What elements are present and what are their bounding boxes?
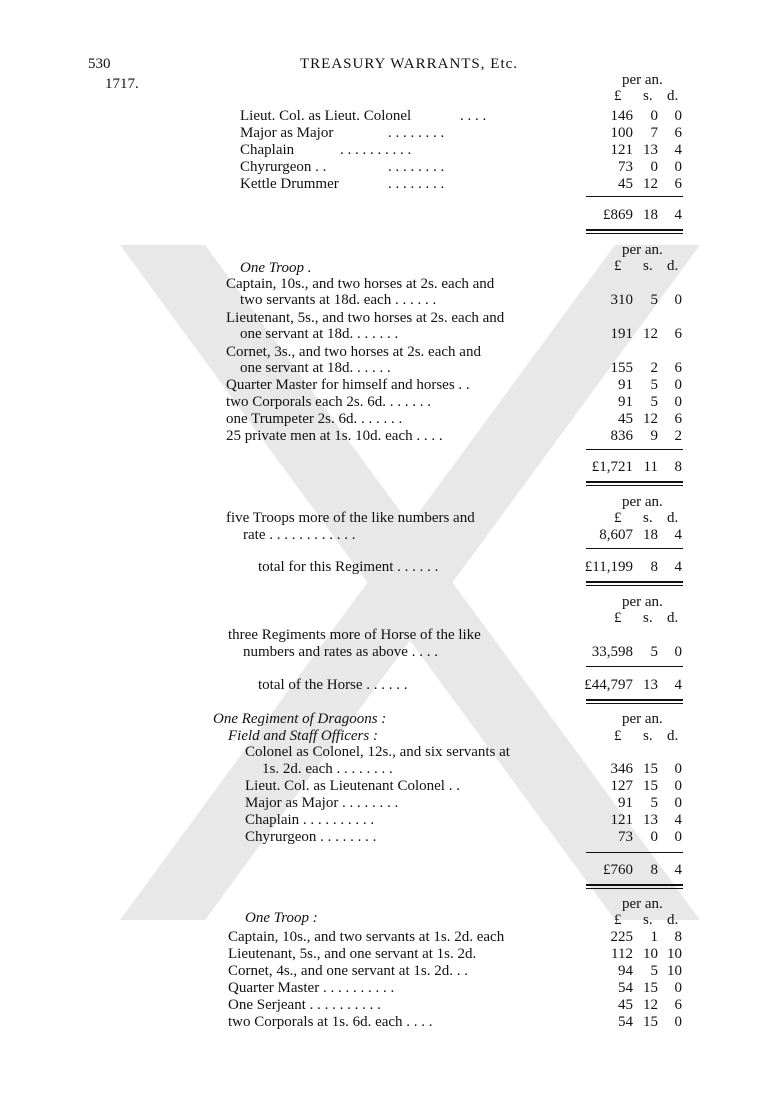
amount-pence: 0 — [674, 394, 682, 410]
amount-pence: 6 — [674, 360, 682, 376]
col-shillings: s. — [643, 88, 653, 104]
amount-pence: 10 — [667, 946, 682, 962]
amount-shillings: 10 — [643, 946, 658, 962]
amount-shillings: 12 — [643, 176, 658, 192]
section-heading: One Troop : — [245, 910, 318, 926]
sum-rule — [586, 449, 683, 450]
col-shillings: s. — [643, 728, 653, 744]
list-item: one Trumpeter 2s. 6d. . . . . . . — [226, 411, 403, 427]
amount-pounds: 225 — [610, 929, 633, 945]
amount-pounds: 91 — [618, 377, 633, 393]
amount-pounds: 54 — [618, 1014, 633, 1030]
amount-shillings: 0 — [650, 159, 658, 175]
total-pounds: £11,199 — [584, 559, 633, 575]
double-rule — [586, 585, 683, 586]
col-pence: d. — [667, 88, 679, 104]
amount-shillings: 13 — [643, 812, 658, 828]
amount-shillings: 0 — [650, 108, 658, 124]
col-shillings: s. — [643, 258, 653, 274]
list-item-cont: one servant at 18d. . . . . . — [240, 360, 391, 376]
sum-rule — [586, 548, 683, 549]
amount-pounds: 91 — [618, 394, 633, 410]
col-pence: d. — [667, 912, 679, 928]
amount-pounds: 100 — [610, 125, 633, 141]
amount-pounds: 91 — [618, 795, 633, 811]
list-item: Major as Major . . . . . . . . — [245, 795, 399, 811]
col-per-an: per an. — [622, 896, 663, 912]
total-pence: 4 — [674, 677, 682, 693]
col-pound: £ — [614, 610, 622, 626]
total-pounds: £44,797 — [584, 677, 633, 693]
amount-shillings: 13 — [643, 142, 658, 158]
amount-pounds: 127 — [610, 778, 633, 794]
horse-total-label: total of the Horse . . . . . . — [258, 677, 408, 693]
amount-shillings: 0 — [650, 829, 658, 845]
list-item-cont: two servants at 18d. each . . . . . . — [240, 292, 437, 308]
amount-pounds: 8,607 — [599, 527, 633, 543]
col-per-an: per an. — [622, 494, 663, 510]
amount-pence: 0 — [674, 795, 682, 811]
list-item: Captain, 10s., and two horses at 2s. each and — [226, 276, 495, 292]
running-title: TREASURY WARRANTS, Etc. — [300, 56, 519, 72]
amount-shillings: 9 — [650, 428, 658, 444]
amount-shillings: 12 — [643, 997, 658, 1013]
list-item: Chyrurgeon . . — [240, 159, 327, 175]
list-item-cont: 1s. 2d. each . . . . . . . . — [262, 761, 393, 777]
double-rule — [586, 581, 683, 583]
sum-rule — [586, 196, 683, 197]
amount-shillings: 5 — [650, 377, 658, 393]
subtotal-pence: 4 — [674, 862, 682, 878]
list-item: Colonel as Colonel, 12s., and six servants at — [245, 744, 510, 760]
double-rule — [586, 699, 683, 701]
amount-shillings: 15 — [643, 761, 658, 777]
list-item-cont: rate . . . . . . . . . . . . — [243, 527, 356, 543]
col-pound: £ — [614, 912, 622, 928]
regiment-total-label: total for this Regiment . . . . . . — [258, 559, 439, 575]
list-item: Chyrurgeon . . . . . . . . — [245, 829, 377, 845]
total-shillings: 8 — [650, 559, 658, 575]
double-rule — [586, 233, 683, 234]
amount-shillings: 12 — [643, 326, 658, 342]
col-pence: d. — [667, 510, 679, 526]
amount-pence: 6 — [674, 176, 682, 192]
amount-pounds: 73 — [618, 159, 633, 175]
list-item: Cornet, 4s., and one servant at 1s. 2d. . . — [228, 963, 468, 979]
section-heading: One Troop . — [240, 260, 312, 276]
leader-dots: . . . . . . . . — [388, 159, 445, 175]
amount-shillings: 1 — [650, 929, 658, 945]
amount-pence: 0 — [674, 829, 682, 845]
double-rule — [586, 703, 683, 704]
amount-pounds: 346 — [610, 761, 633, 777]
amount-shillings: 5 — [650, 795, 658, 811]
amount-pence: 0 — [674, 292, 682, 308]
amount-pounds: 45 — [618, 176, 633, 192]
amount-shillings: 15 — [643, 980, 658, 996]
list-item: two Corporals each 2s. 6d. . . . . . . — [226, 394, 431, 410]
col-pound: £ — [614, 510, 622, 526]
amount-pence: 8 — [674, 929, 682, 945]
amount-pounds: 191 — [610, 326, 633, 342]
amount-pence: 0 — [674, 159, 682, 175]
amount-pence: 0 — [674, 644, 682, 660]
double-rule — [586, 485, 683, 486]
amount-pounds: 73 — [618, 829, 633, 845]
amount-pounds: 112 — [611, 946, 633, 962]
amount-shillings: 5 — [650, 963, 658, 979]
amount-pence: 0 — [674, 980, 682, 996]
amount-pounds: 94 — [618, 963, 633, 979]
list-item: Chaplain . . . . . . . . . . — [245, 812, 375, 828]
col-pound: £ — [614, 258, 622, 274]
list-item: Lieutenant, 5s., and two horses at 2s. each and — [226, 310, 505, 326]
list-item-cont: one servant at 18d. . . . . . . — [240, 326, 399, 342]
amount-shillings: 5 — [650, 292, 658, 308]
leader-dots: . . . . . . . . . . — [340, 142, 412, 158]
amount-pence: 6 — [674, 997, 682, 1013]
double-rule — [586, 229, 683, 231]
col-pound: £ — [614, 728, 622, 744]
total-shillings: 13 — [643, 677, 658, 693]
col-per-an: per an. — [622, 242, 663, 258]
col-pence: d. — [667, 258, 679, 274]
list-item: Cornet, 3s., and two horses at 2s. each and — [226, 344, 481, 360]
list-item: One Serjeant . . . . . . . . . . — [228, 997, 381, 1013]
page-number: 530 — [88, 56, 111, 72]
subtotal-pounds: £869 — [603, 207, 633, 223]
double-rule — [586, 888, 683, 889]
amount-shillings: 12 — [643, 411, 658, 427]
list-item: Quarter Master for himself and horses . . — [226, 377, 470, 393]
amount-pence: 0 — [674, 377, 682, 393]
amount-pounds: 54 — [618, 980, 633, 996]
amount-pence: 6 — [674, 125, 682, 141]
amount-pence: 4 — [674, 812, 682, 828]
leader-dots: . . . . — [460, 108, 487, 124]
list-item: two Corporals at 1s. 6d. each . . . . — [228, 1014, 433, 1030]
double-rule — [586, 884, 683, 886]
col-per-an: per an. — [622, 711, 663, 727]
amount-pounds: 45 — [618, 411, 633, 427]
total-pence: 4 — [674, 559, 682, 575]
amount-pounds: 33,598 — [591, 644, 633, 660]
amount-shillings: 5 — [650, 644, 658, 660]
col-shillings: s. — [643, 912, 653, 928]
col-per-an: per an. — [622, 594, 663, 610]
col-pound: £ — [614, 88, 622, 104]
amount-shillings: 15 — [643, 1014, 658, 1030]
year-marginal: 1717. — [105, 76, 139, 92]
list-item: Lieut. Col. as Lieut. Colonel — [240, 108, 412, 124]
col-per-an: per an. — [622, 72, 663, 88]
subtotal-pence: 8 — [674, 459, 682, 475]
list-item-cont: numbers and rates as above . . . . — [243, 644, 438, 660]
double-rule — [586, 481, 683, 483]
leader-dots: . . . . . . . . — [388, 125, 445, 141]
amount-pence: 4 — [674, 142, 682, 158]
amount-pounds: 121 — [610, 142, 633, 158]
amount-shillings: 5 — [650, 394, 658, 410]
subtotal-pounds: £1,721 — [591, 459, 633, 475]
list-item: Kettle Drummer — [240, 176, 339, 192]
amount-shillings: 2 — [650, 360, 658, 376]
amount-pence: 6 — [674, 411, 682, 427]
amount-pence: 0 — [674, 761, 682, 777]
amount-shillings: 15 — [643, 778, 658, 794]
list-item: Lieutenant, 5s., and one servant at 1s. 2d. — [228, 946, 477, 962]
amount-pounds: 836 — [610, 428, 633, 444]
subtotal-pence: 4 — [674, 207, 682, 223]
amount-shillings: 18 — [643, 527, 658, 543]
amount-pounds: 45 — [618, 997, 633, 1013]
sum-rule — [586, 852, 683, 853]
amount-pence: 2 — [674, 428, 682, 444]
amount-pounds: 310 — [610, 292, 633, 308]
amount-pence: 4 — [674, 527, 682, 543]
subtotal-shillings: 18 — [643, 207, 658, 223]
amount-pounds: 121 — [610, 812, 633, 828]
list-item: 25 private men at 1s. 10d. each . . . . — [226, 428, 443, 444]
leader-dots: . . . . . . . . — [388, 176, 445, 192]
col-shillings: s. — [643, 510, 653, 526]
amount-pence: 10 — [667, 963, 682, 979]
subtotal-pounds: £760 — [603, 862, 633, 878]
section-heading: One Regiment of Dragoons : — [213, 711, 387, 727]
list-item: Chaplain — [240, 142, 295, 158]
list-item: Lieut. Col. as Lieutenant Colonel . . — [245, 778, 460, 794]
amount-pence: 6 — [674, 326, 682, 342]
list-item: three Regiments more of Horse of the like — [228, 627, 481, 643]
amount-shillings: 7 — [650, 125, 658, 141]
list-item: Quarter Master . . . . . . . . . . — [228, 980, 395, 996]
list-item: five Troops more of the like numbers and — [226, 510, 475, 526]
col-pence: d. — [667, 728, 679, 744]
col-pence: d. — [667, 610, 679, 626]
col-shillings: s. — [643, 610, 653, 626]
section-subheading: Field and Staff Officers : — [228, 728, 378, 744]
list-item: Major as Major — [240, 125, 334, 141]
amount-pence: 0 — [674, 108, 682, 124]
amount-pounds: 146 — [610, 108, 633, 124]
amount-pence: 0 — [674, 1014, 682, 1030]
amount-pence: 0 — [674, 778, 682, 794]
sum-rule — [586, 666, 683, 667]
subtotal-shillings: 11 — [643, 459, 658, 475]
list-item: Captain, 10s., and two servants at 1s. 2d. each — [228, 929, 505, 945]
subtotal-shillings: 8 — [650, 862, 658, 878]
amount-pounds: 155 — [610, 360, 633, 376]
